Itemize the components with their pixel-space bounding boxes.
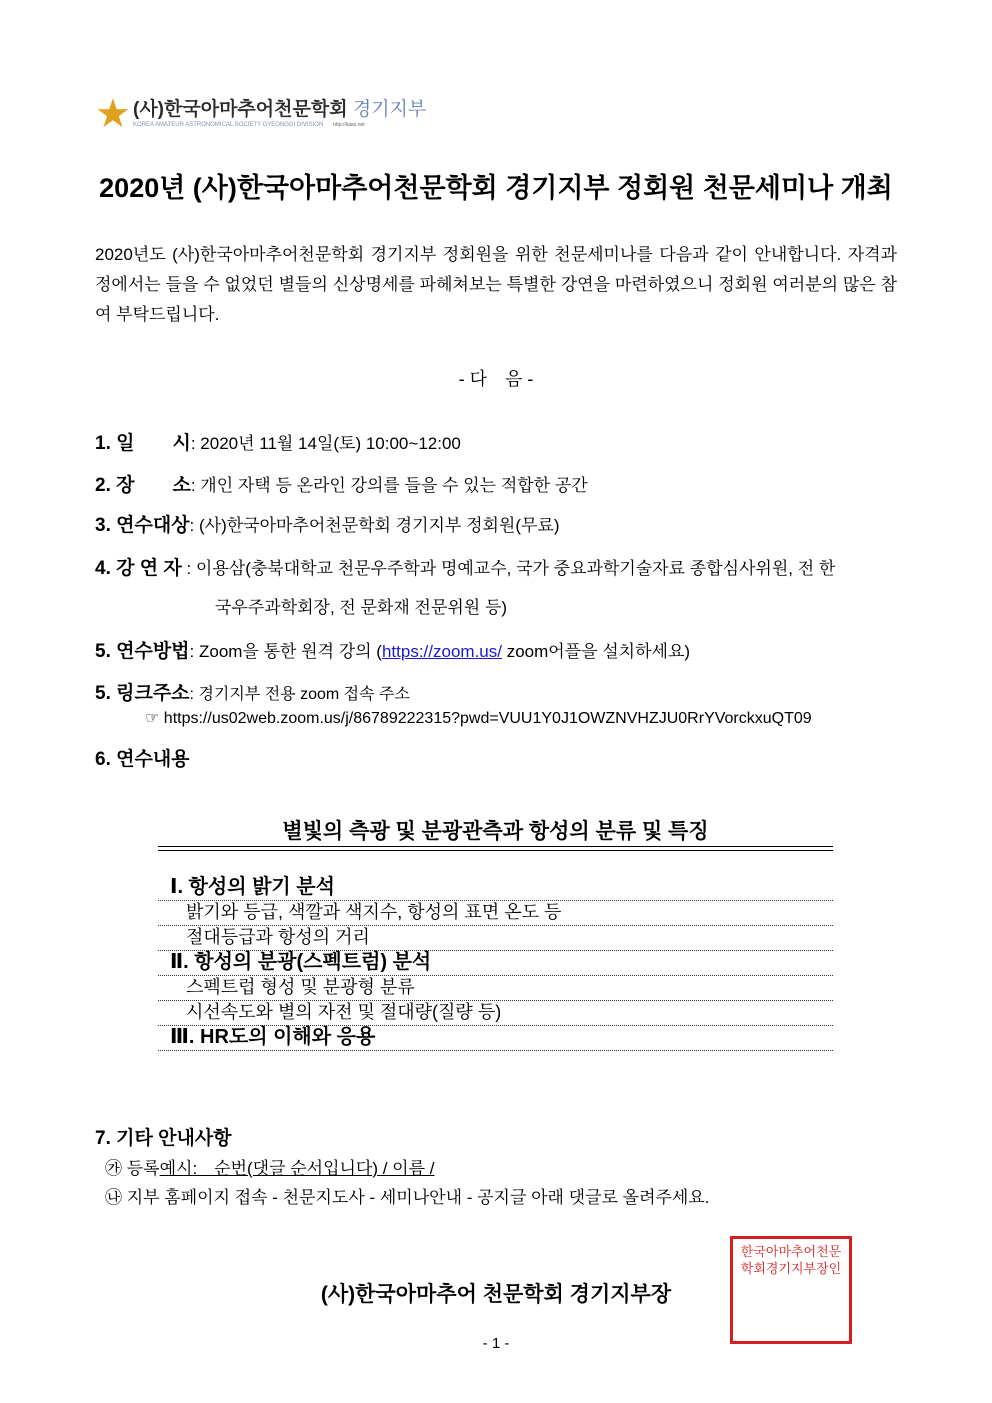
item-content: 6. 연수내용 <box>95 749 190 770</box>
curriculum-row: Ⅱ. 항성의 분광(스펙트럼) 분석 <box>158 950 833 976</box>
logo-division: 경기지부 <box>352 99 427 120</box>
official-seal: 한국아마추어천문학회경기지부장인 <box>730 1236 852 1344</box>
item-method: 5. 연수방법: Zoom을 통한 원격 강의 (https://zoom.us/ zoom어플을 설치하세요) <box>95 641 691 662</box>
issuer: (사)한국아마추어 천문학회 경기지부장 <box>320 1283 672 1306</box>
meeting-url-line <box>145 708 812 728</box>
pointing-hand-icon: ☞ <box>145 710 160 727</box>
item-date: 1. 일 시: 2020년 11월 14일(토) 10:00~12:00 <box>95 433 461 454</box>
society-logo <box>95 92 427 138</box>
double-divider <box>158 846 833 851</box>
curriculum-row: 스펙트럽 형성 및 분광형 분류 <box>158 975 833 1001</box>
meeting-url[interactable]: https://us02web.zoom.us/j/86789222315?pwd=VUU1Y0J1OWZNVHZJU0RrYVorckxuQT09 <box>163 710 812 727</box>
other-heading: 7. 기타 안내사항 <box>95 1128 232 1149</box>
intro-paragraph: 2020년도 (사)한국아마추어천문학회 경기지부 정회원을 위한 천문세미나를 다음과 같이 안내합니다. 자격과정에서는 들을 수 없었던 별들의 신상명세를 파헤쳐보는 특별한 강연을 마련하였으니 정회원 여러분의 많은 참여 부탁드립니다. <box>95 245 897 324</box>
zoom-link[interactable]: https://zoom.us/ <box>381 642 502 661</box>
star-icon: ★ <box>95 92 131 136</box>
curriculum-row: 시선속도와 별의 자전 및 절대량(질량 등) <box>158 1000 833 1026</box>
document-title: 2020년 (사)한국아마추어천문학회 경기지부 정회원 천문세미나 개최 <box>99 173 893 203</box>
curriculum-title: 별빛의 측광 및 분광관측과 항성의 분류 및 특징 <box>282 820 709 843</box>
note-registration: ㉮ 등록예시: 순번(댓글 순서입니다) / 이름 / <box>105 1159 435 1178</box>
logo-name: (사)한국아마추어천문학회 <box>133 99 348 120</box>
item-link: 5. 링크주소: 경기지부 전용 zoom 접속 주소 <box>95 683 410 704</box>
curriculum-row: 절대등급과 항성의 거리 <box>158 925 833 951</box>
logo-english: KOREA AMATEUR ASTRONOMICAL SOCIETY GYEONGGI DIVISION <box>133 122 324 128</box>
logo-url: http://kaas.net <box>333 122 365 128</box>
note-homepage: ㉯ 지부 홈페이지 접속 - 천문지도사 - 세미나안내 - 공지글 아래 댓글로 올려주세요. <box>105 1188 710 1207</box>
item-target: 3. 연수대상: (사)한국아마추어천문학회 경기지부 정회원(무료) <box>95 515 560 536</box>
next-heading: - 다 음 - <box>458 369 534 389</box>
curriculum-row: Ⅲ. HR도의 이해와 응용 <box>158 1025 833 1051</box>
curriculum-row: Ⅰ. 항성의 밝기 분석 <box>158 875 833 901</box>
item-speaker: 4. 강 연 자 : 이용삼(충북대학교 천문우주학과 명예교수, 국가 중요과학기술자료 종합심사위원, 전 한 <box>95 558 836 579</box>
item-speaker-cont: 국우주과학회장, 전 문화재 전문위원 등) <box>215 598 508 617</box>
curriculum-row: 밝기와 등급, 색깔과 색지수, 항성의 표면 온도 등 <box>158 900 833 926</box>
item-place: 2. 장 소: 개인 자택 등 온라인 강의를 들을 수 있는 적합한 공간 <box>95 475 588 496</box>
page-number: - 1 - <box>482 1335 510 1352</box>
